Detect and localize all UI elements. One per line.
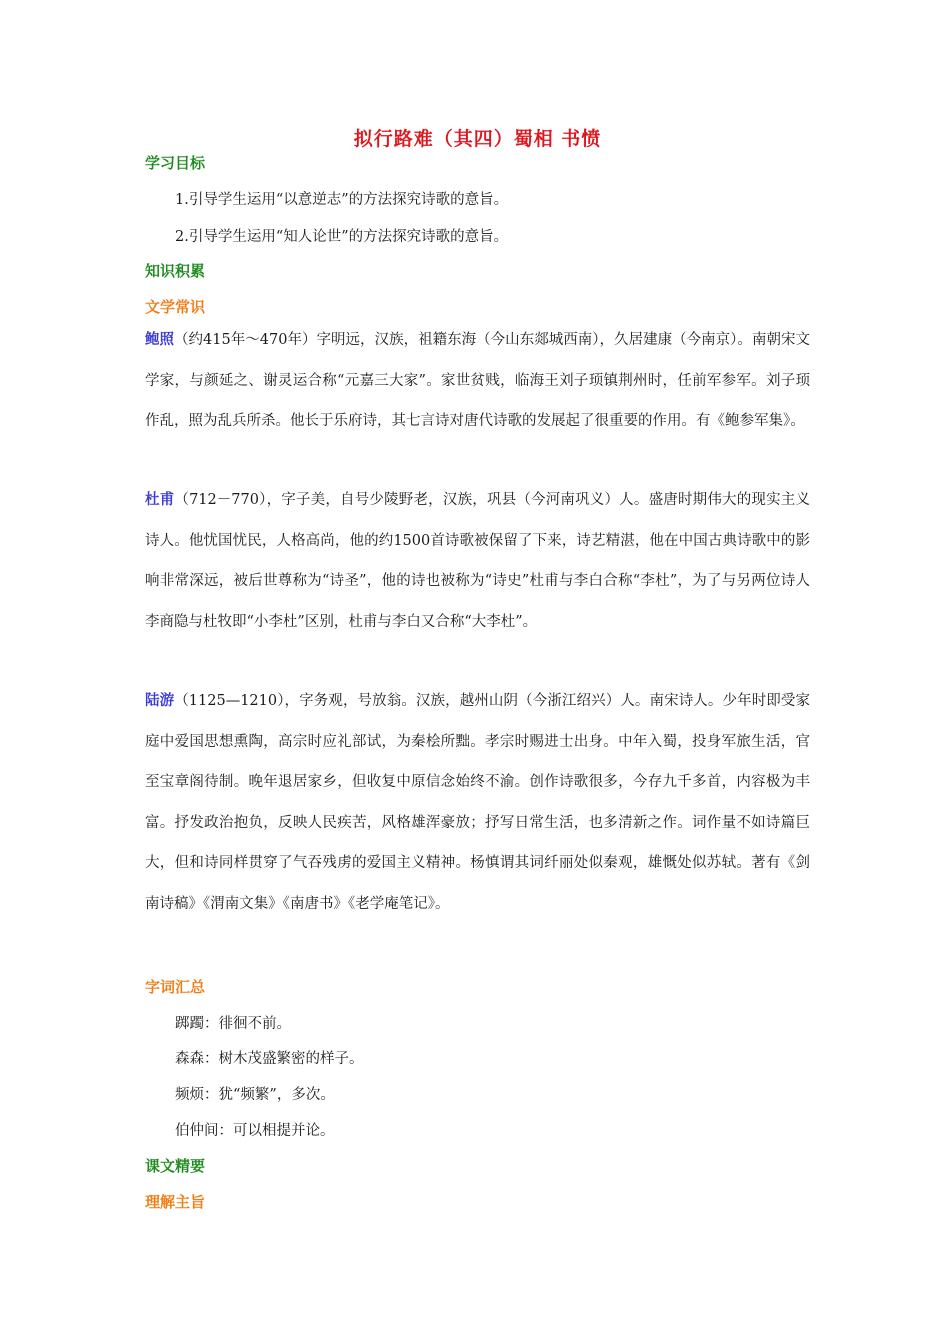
heading-learning-goals: 学习目标 xyxy=(145,154,206,172)
author-name: 杜甫 xyxy=(145,492,175,508)
author-bio-lu-you xyxy=(145,681,810,925)
heading-knowledge: 知识积累 xyxy=(145,262,206,280)
heading-vocabulary: 字词汇总 xyxy=(145,978,206,996)
document-title: 拟行路难（其四）蜀相 书愤 xyxy=(353,128,602,150)
vocab-item-1: 踯躅：徘徊不前。 xyxy=(175,1016,291,1032)
heading-lesson-essentials: 课文精要 xyxy=(145,1157,206,1175)
author-description: （1125—1210），字务观，号放翁。汉族，越州山阴（今浙江绍兴）人。南宋诗人。少年时即受家庭中爱国思想熏陶，高宗时应礼部试，为秦桧所黜。孝宗时赐进士出身。中年入蜀，投身军旅生活，官至宝章阁待制。晚年退居家乡，但收复中原信念始终不渝。创作诗歌很多，今存九千多首，内容极为丰富。抒发政治抱负，反映人民疾苦，风格雄浑豪放；抒写日常生活，也多清新之作。词作量不如诗篇巨大，但和诗同样贯穿了气吞残虏的爱国主义精神。杨慎谓其词纤丽处似秦观，雄慨处似苏轼。著有《剑南诗稿》《渭南文集》《南唐书》《老学庵笔记》。 xyxy=(145,693,810,912)
author-bio-du-fu xyxy=(145,480,810,642)
heading-theme: 理解主旨 xyxy=(145,1193,206,1211)
author-name: 陆游 xyxy=(145,693,175,709)
vocab-item-4: 伯仲间：可以相提并论。 xyxy=(175,1123,335,1139)
goal-item-2: 2.引导学生运用“知人论世”的方法探究诗歌的意旨。 xyxy=(175,229,509,245)
heading-literature: 文学常识 xyxy=(145,298,206,316)
author-description: （712－770），字子美，自号少陵野老，汉族，巩县（今河南巩义）人。盛唐时期伟大的现实主义诗人。他忧国忧民，人格高尚，他的约1500首诗歌被保留了下来，诗艺精湛，他在中国古典诗歌中的影响非常深远，被后世尊称为“诗圣”，他的诗也被称为“诗史”杜甫与李白合称“李杜”，为了与另两位诗人李商隐与杜牧即“小李杜”区别，杜甫与李白又合称“大李杜”。 xyxy=(145,492,810,630)
vocab-item-2: 森森：树木茂盛繁密的样子。 xyxy=(175,1051,364,1067)
author-bio-bao-zhao xyxy=(145,320,810,442)
author-description: （约415年～470年）字明远，汉族，祖籍东海（今山东郯城西南），久居建康（今南京）。南朝宋文学家，与颜延之、谢灵运合称“元嘉三大家”。家世贫贱，临海王刘子顼镇荆州时，任前军参军。刘子顼作乱，照为乱兵所杀。他长于乐府诗，其七言诗对唐代诗歌的发展起了很重要的作用。有《鲍参军集》。 xyxy=(145,332,810,430)
author-name: 鲍照 xyxy=(145,332,175,348)
vocab-item-3: 频烦：犹“频繁”，多次。 xyxy=(175,1087,335,1103)
goal-item-1: 1.引导学生运用“以意逆志”的方法探究诗歌的意旨。 xyxy=(175,192,509,208)
